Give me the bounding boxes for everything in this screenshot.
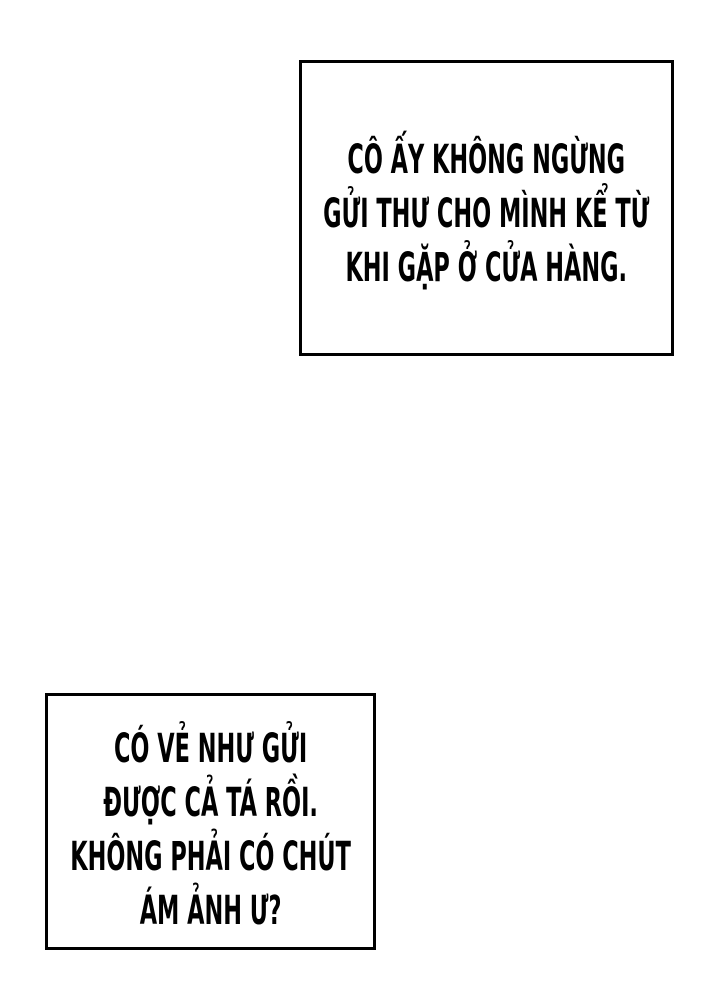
narration-box-top [299,60,674,356]
narration-text-top [323,133,649,295]
narration-line: ĐƯỢC CẢ TÁ RỒI. [103,779,318,826]
narration-line: CÔ ẤY KHÔNG NGỪNG [347,137,626,183]
narration-line: KHÔNG PHẢI CÓ CHÚT [70,833,351,880]
narration-line: KHI GẶP Ở CỬA HÀNG. [345,245,628,291]
narration-line: ÁM ẢNH Ư? [139,887,282,934]
narration-box-bottom [45,693,376,950]
narration-text-bottom [70,722,351,938]
narration-line: CÓ VẺ NHƯ GỬI [113,725,308,772]
narration-line: GỬI THƯ CHO MÌNH KỂ TỪ [323,191,650,237]
